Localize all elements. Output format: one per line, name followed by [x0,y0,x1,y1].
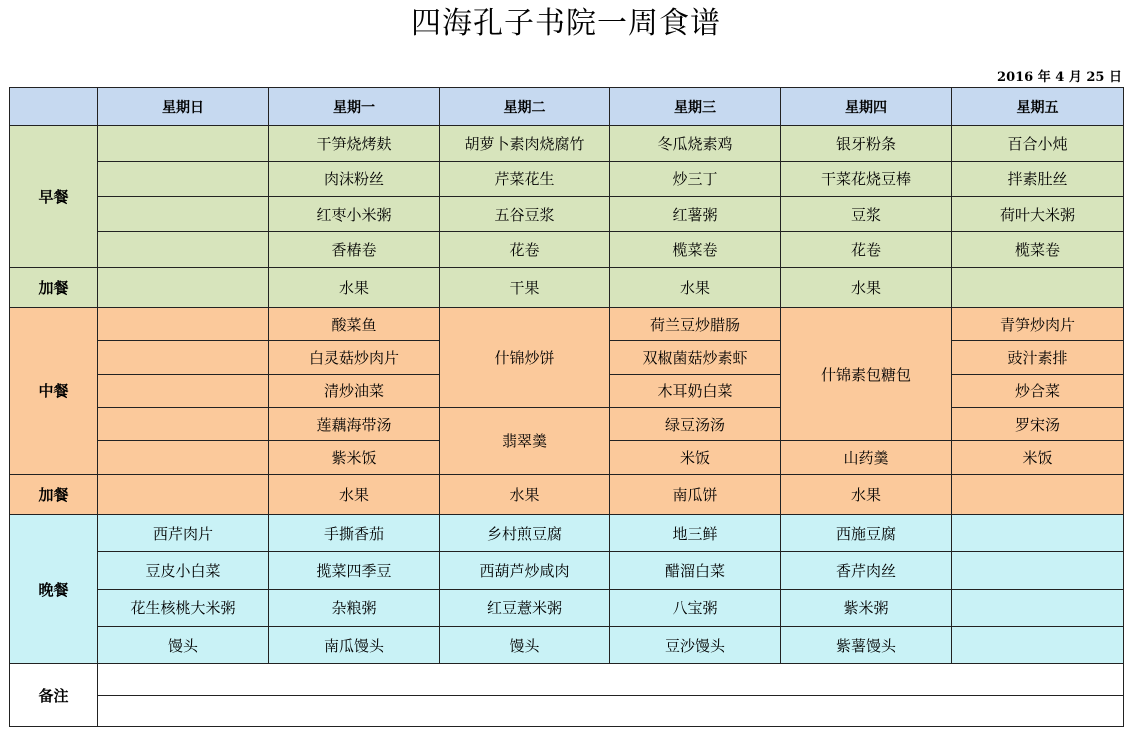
menu-cell: 水果 [440,474,610,514]
menu-cell: 水果 [610,267,781,307]
menu-cell: 豆沙馒头 [610,627,781,664]
notes-label: 备注 [10,664,98,727]
menu-cell: 花卷 [440,232,610,267]
breakfast-label: 早餐 [10,126,98,267]
menu-cell [98,474,269,514]
menu-cell: 干笋烧烤麸 [269,126,440,161]
breakfast-row [10,232,1124,267]
menu-cell [952,589,1124,626]
dinner-row [10,552,1124,589]
menu-cell: 紫米饭 [269,441,440,474]
notes-cell[interactable] [98,695,1124,726]
menu-cell: 榄菜卷 [610,232,781,267]
menu-cell: 水果 [781,474,952,514]
menu-cell: 木耳奶白菜 [610,374,781,407]
menu-cell: 罗宋汤 [952,407,1124,440]
menu-cell: 水果 [781,267,952,307]
menu-cell: 炒合菜 [952,374,1124,407]
menu-cell [98,267,269,307]
menu-cell: 莲藕海带汤 [269,407,440,440]
snack-row-afternoon [10,474,1124,514]
menu-cell [952,474,1124,514]
menu-cell: 炒三丁 [610,161,781,196]
lunch-label: 中餐 [10,308,98,475]
menu-cell: 芹菜花生 [440,161,610,196]
corner-cell [10,88,98,126]
menu-cell: 香芹肉丝 [781,552,952,589]
menu-cell: 肉沫粉丝 [269,161,440,196]
menu-cell: 手撕香茄 [269,514,440,551]
menu-cell: 红枣小米粥 [269,197,440,232]
page-title: 四海孔子书院一周食谱 [411,6,721,41]
menu-cell [98,308,269,341]
menu-cell: 西葫芦炒咸肉 [440,552,610,589]
lunch-row [10,308,1124,341]
menu-cell: 馒头 [98,627,269,664]
menu-cell: 翡翠羹 [440,407,610,474]
menu-cell: 南瓜馒头 [269,627,440,664]
snack-row-morning [10,267,1124,307]
snack-label: 加餐 [10,267,98,307]
menu-cell [98,161,269,196]
menu-cell [952,552,1124,589]
menu-cell: 红薯粥 [610,197,781,232]
menu-cell: 榄菜卷 [952,232,1124,267]
menu-cell: 银牙粉条 [781,126,952,161]
menu-cell: 五谷豆浆 [440,197,610,232]
menu-cell: 米饭 [610,441,781,474]
menu-cell: 干果 [440,267,610,307]
menu-cell [98,232,269,267]
menu-cell [98,341,269,374]
breakfast-row [10,161,1124,196]
menu-date: 2016 年 4 月 25 日 [997,70,1122,85]
menu-cell: 冬瓜烧素鸡 [610,126,781,161]
weekly-menu-table [9,87,1124,727]
notes-row [10,664,1124,695]
menu-cell: 米饭 [952,441,1124,474]
header-friday: 星期五 [952,88,1124,126]
menu-cell: 西施豆腐 [781,514,952,551]
snack-label: 加餐 [10,474,98,514]
menu-cell: 地三鲜 [610,514,781,551]
menu-cell: 馒头 [440,627,610,664]
header-sunday: 星期日 [98,88,269,126]
header-row [10,88,1124,126]
menu-cell: 花卷 [781,232,952,267]
menu-cell [98,197,269,232]
menu-cell [98,374,269,407]
menu-cell: 胡萝卜素肉烧腐竹 [440,126,610,161]
menu-cell: 双椒菌菇炒素虾 [610,341,781,374]
menu-cell: 香椿卷 [269,232,440,267]
breakfast-row [10,197,1124,232]
header-thursday: 星期四 [781,88,952,126]
menu-cell: 白灵菇炒肉片 [269,341,440,374]
menu-cell: 花生核桃大米粥 [98,589,269,626]
dinner-row [10,514,1124,551]
lunch-row [10,407,1124,440]
menu-cell: 什锦炒饼 [440,308,610,408]
menu-cell: 西芹肉片 [98,514,269,551]
menu-cell: 干菜花烧豆棒 [781,161,952,196]
menu-cell [952,627,1124,664]
breakfast-row [10,126,1124,161]
menu-cell: 荷兰豆炒腊肠 [610,308,781,341]
menu-cell: 南瓜饼 [610,474,781,514]
menu-cell: 乡村煎豆腐 [440,514,610,551]
header-monday: 星期一 [269,88,440,126]
menu-cell: 豆浆 [781,197,952,232]
menu-cell: 豉汁素排 [952,341,1124,374]
menu-cell: 百合小炖 [952,126,1124,161]
notes-row [10,695,1124,726]
menu-cell: 什锦素包糖包 [781,308,952,441]
menu-cell: 豆皮小白菜 [98,552,269,589]
menu-cell [98,126,269,161]
menu-cell: 绿豆汤汤 [610,407,781,440]
menu-cell: 青笋炒肉片 [952,308,1124,341]
menu-cell [98,441,269,474]
dinner-row [10,589,1124,626]
menu-cell: 八宝粥 [610,589,781,626]
menu-cell: 荷叶大米粥 [952,197,1124,232]
dinner-row [10,627,1124,664]
menu-cell: 醋溜白菜 [610,552,781,589]
menu-cell: 山药羹 [781,441,952,474]
header-tuesday: 星期二 [440,88,610,126]
dinner-label: 晚餐 [10,514,98,663]
header-wednesday: 星期三 [610,88,781,126]
notes-cell[interactable] [98,664,1124,695]
menu-cell: 揽菜四季豆 [269,552,440,589]
menu-cell: 水果 [269,474,440,514]
menu-cell: 拌素肚丝 [952,161,1124,196]
menu-cell: 紫薯馒头 [781,627,952,664]
menu-cell: 水果 [269,267,440,307]
menu-cell [98,407,269,440]
menu-cell: 清炒油菜 [269,374,440,407]
menu-cell: 红豆薏米粥 [440,589,610,626]
menu-cell: 紫米粥 [781,589,952,626]
menu-cell: 酸菜鱼 [269,308,440,341]
menu-cell [952,267,1124,307]
menu-cell [952,514,1124,551]
menu-cell: 杂粮粥 [269,589,440,626]
